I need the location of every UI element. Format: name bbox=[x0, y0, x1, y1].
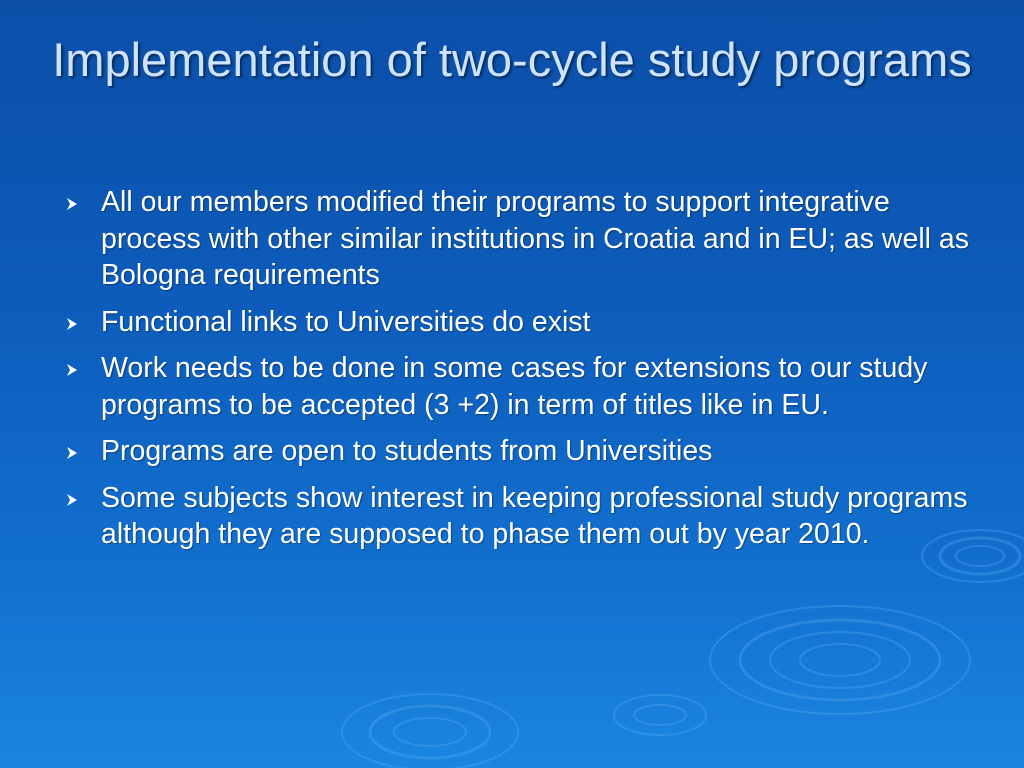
bullet-item bbox=[64, 184, 984, 294]
bullet-list bbox=[64, 184, 984, 563]
bullet-item bbox=[64, 480, 984, 553]
slide-title: Implementation of two-cycle study programs bbox=[52, 33, 972, 86]
ripple-bottom-center bbox=[342, 694, 518, 768]
bullet-item bbox=[64, 350, 984, 423]
chevron-right-icon bbox=[64, 196, 80, 212]
chevron-right-icon bbox=[64, 445, 80, 461]
bullet-text: All our members modified their programs to support integrative process with other similar institutions in Croatia and in EU; as well as Bologna requirements bbox=[101, 186, 970, 291]
ripple-large bbox=[710, 606, 970, 714]
bullet-text: Functional links to Universities do exist bbox=[101, 305, 591, 338]
chevron-right-icon bbox=[64, 492, 80, 508]
bullet-text: Some subjects show interest in keeping professional study programs although they are supposed to phase them out by year 2010. bbox=[101, 481, 968, 550]
chevron-right-icon bbox=[64, 316, 80, 332]
ripple-bottom-right bbox=[614, 695, 706, 735]
bullet-item bbox=[64, 304, 984, 341]
bullet-item bbox=[64, 433, 984, 470]
chevron-right-icon bbox=[64, 362, 80, 378]
bullet-text: Work needs to be done in some cases for extensions to our study programs to be accepted (3 +2) in term of titles like in EU. bbox=[101, 352, 928, 421]
bullet-text: Programs are open to students from Universities bbox=[101, 435, 713, 467]
